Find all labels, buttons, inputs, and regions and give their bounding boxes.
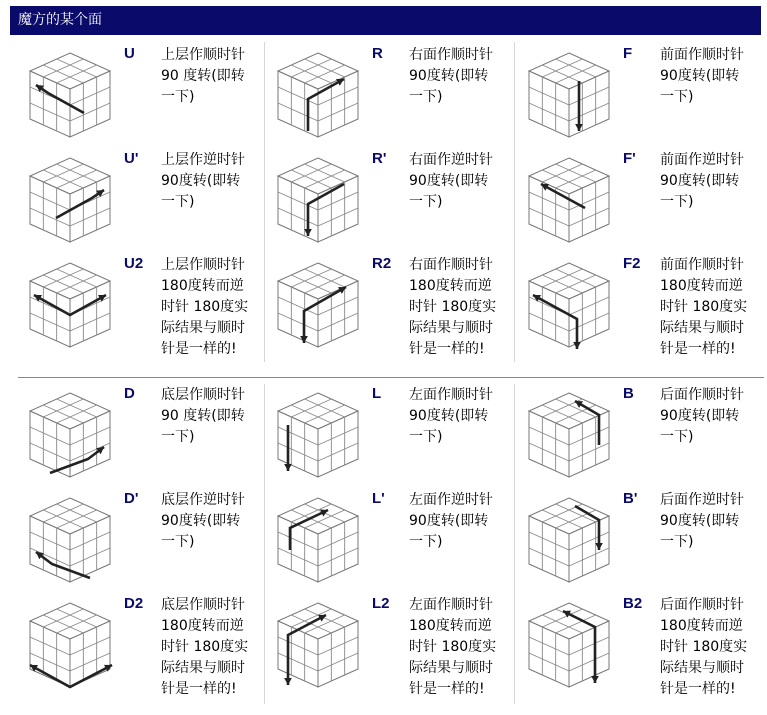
move-code: R [372, 45, 383, 62]
move-description: 左面作逆时针 90度转(即转 一下) [409, 492, 493, 550]
move-code: R' [372, 150, 387, 167]
move-description: 前面作顺时针 90度转(即转 一下) [660, 47, 744, 105]
move-cell [519, 595, 764, 703]
move-description: 前面作逆时针 90度转(即转 一下) [660, 152, 744, 210]
cube-diagram [20, 150, 120, 250]
cube-diagram [519, 255, 619, 355]
cube-diagram [268, 595, 368, 695]
cube-diagram [20, 255, 120, 355]
move-code: U [124, 45, 135, 62]
move-cell [268, 595, 513, 703]
move-cell [20, 45, 265, 153]
cube-svg [20, 255, 120, 355]
cube-svg [20, 595, 120, 695]
move-cell [268, 490, 513, 598]
move-cell [20, 490, 265, 598]
cube-svg [519, 150, 619, 250]
move-description: 底层作逆时针 90度转(即转 一下) [161, 492, 245, 550]
section-divider [18, 377, 764, 378]
move-cell [519, 45, 764, 153]
move-cell [268, 150, 513, 258]
move-cell [519, 385, 764, 493]
move-cell [519, 490, 764, 598]
header-title: 魔方的某个面 [18, 12, 102, 28]
cube-svg [20, 385, 120, 485]
move-code: B [623, 385, 634, 402]
cube-svg [268, 45, 368, 145]
cube-svg [20, 490, 120, 590]
cube-diagram [268, 45, 368, 145]
cube-diagram [519, 150, 619, 250]
move-cell [519, 255, 764, 363]
move-description: 右面作顺时针 180度转而逆 时针 180度实 际结果与顺时 针是一样的! [409, 257, 497, 357]
cube-diagram [519, 490, 619, 590]
cube-svg [519, 255, 619, 355]
move-code: D' [124, 490, 139, 507]
move-code: L2 [372, 595, 390, 612]
cube-diagram [519, 595, 619, 695]
move-cell [268, 385, 513, 493]
move-description: 后面作顺时针 180度转而逆 时针 180度实 际结果与顺时 针是一样的! [660, 597, 748, 697]
move-code: R2 [372, 255, 392, 272]
move-cell [519, 150, 764, 258]
cube-svg [20, 150, 120, 250]
cube-diagram [20, 385, 120, 485]
cube-diagram [20, 490, 120, 590]
move-description: 左面作顺时针 90度转(即转 一下) [409, 387, 493, 445]
page-header [10, 6, 761, 35]
cube-diagram [519, 385, 619, 485]
move-cell [20, 385, 265, 493]
cube-diagram [268, 150, 368, 250]
move-cell [20, 255, 265, 363]
move-description: 前面作顺时针 180度转而逆 时针 180度实 际结果与顺时 针是一样的! [660, 257, 748, 357]
move-cell [268, 255, 513, 363]
move-description: 后面作逆时针 90度转(即转 一下) [660, 492, 744, 550]
move-description: 上层作顺时针 180度转而逆 时针 180度实 际结果与顺时 针是一样的! [161, 257, 249, 357]
move-description: 上层作顺时针 90 度转(即转 一下) [161, 47, 245, 105]
cube-svg [519, 45, 619, 145]
move-code: U2 [124, 255, 144, 272]
move-code: L [372, 385, 382, 402]
move-cell [20, 150, 265, 258]
cube-svg [268, 385, 368, 485]
move-cell [268, 45, 513, 153]
move-code: F2 [623, 255, 641, 272]
cube-diagram [20, 45, 120, 145]
move-code: B2 [623, 595, 643, 612]
move-code: L' [372, 490, 385, 507]
move-description: 上层作逆时针 90度转(即转 一下) [161, 152, 245, 210]
move-description: 左面作顺时针 180度转而逆 时针 180度实 际结果与顺时 针是一样的! [409, 597, 497, 697]
move-code: U' [124, 150, 139, 167]
cube-svg [268, 595, 368, 695]
cube-svg [20, 45, 120, 145]
move-description: 底层作顺时针 180度转而逆 时针 180度实 际结果与顺时 针是一样的! [161, 597, 249, 697]
cube-diagram [519, 45, 619, 145]
move-description: 右面作逆时针 90度转(即转 一下) [409, 152, 493, 210]
cube-diagram [268, 490, 368, 590]
move-code: F [623, 45, 633, 62]
cube-svg [268, 150, 368, 250]
move-code: D2 [124, 595, 144, 612]
move-code: B' [623, 490, 638, 507]
cube-svg [519, 595, 619, 695]
move-code: D [124, 385, 135, 402]
cube-diagram [20, 595, 120, 695]
move-description: 后面作顺时针 90度转(即转 一下) [660, 387, 744, 445]
move-cell [20, 595, 265, 703]
move-description: 右面作顺时针 90度转(即转 一下) [409, 47, 493, 105]
cube-diagram [268, 385, 368, 485]
cube-svg [268, 490, 368, 590]
cube-diagram [268, 255, 368, 355]
cube-svg [519, 385, 619, 485]
move-description: 底层作顺时针 90 度转(即转 一下) [161, 387, 245, 445]
cube-svg [268, 255, 368, 355]
move-code: F' [623, 150, 636, 167]
cube-svg [519, 490, 619, 590]
